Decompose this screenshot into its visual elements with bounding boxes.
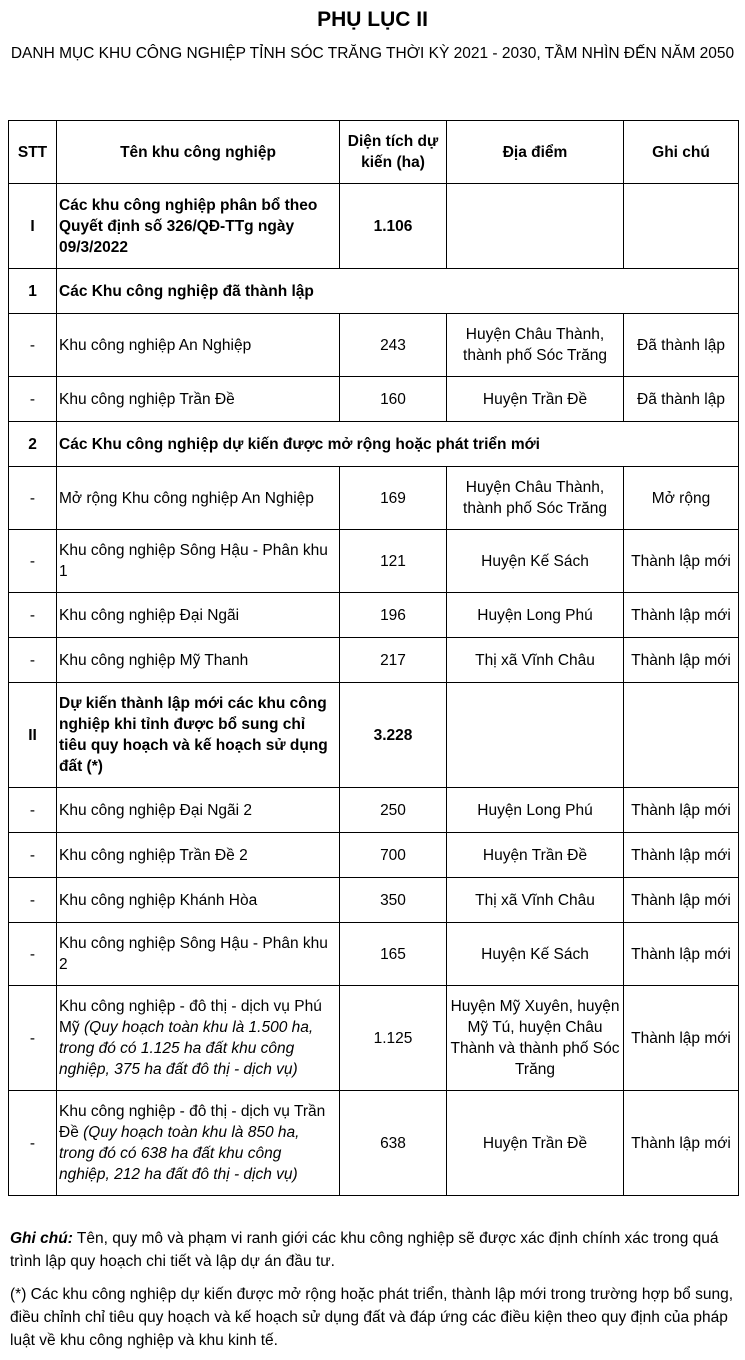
table-row bbox=[9, 923, 739, 986]
note-cell: Thành lập mới bbox=[624, 986, 739, 1091]
name-cell: Khu công nghiệp Trần Đề 2 bbox=[57, 833, 340, 878]
name-cell: Dự kiến thành lập mới các khu công nghiệp khi tỉnh được bổ sung chỉ tiêu quy hoạch và kế hoạch sử dụng đất (*) bbox=[57, 683, 340, 788]
note-cell bbox=[624, 184, 739, 269]
name-cell: Khu công nghiệp An Nghiệp bbox=[57, 314, 340, 377]
name-cell: Khu công nghiệp Sông Hậu - Phân khu 2 bbox=[57, 923, 340, 986]
area-cell: 165 bbox=[340, 923, 447, 986]
stt-cell: - bbox=[9, 833, 57, 878]
table-row bbox=[9, 1091, 739, 1196]
area-cell: 1.106 bbox=[340, 184, 447, 269]
col-header-note: Ghi chú bbox=[624, 121, 739, 184]
stt-cell: - bbox=[9, 593, 57, 638]
location-cell: Huyện Long Phú bbox=[447, 593, 624, 638]
table-row bbox=[9, 833, 739, 878]
area-cell: 169 bbox=[340, 467, 447, 530]
location-cell: Huyện Trần Đề bbox=[447, 833, 624, 878]
area-cell: 243 bbox=[340, 314, 447, 377]
col-header-location: Địa điểm bbox=[447, 121, 624, 184]
table-row bbox=[9, 986, 739, 1091]
note-cell: Thành lập mới bbox=[624, 833, 739, 878]
zone-name-detail: (Quy hoạch toàn khu là 1.500 ha, trong đó có 1.125 ha đất khu công nghiệp, 375 ha đất đô thị - dịch vụ) bbox=[59, 1019, 314, 1078]
location-cell: Huyện Kế Sách bbox=[447, 530, 624, 593]
note-cell bbox=[624, 683, 739, 788]
table-row bbox=[9, 593, 739, 638]
name-cell: Khu công nghiệp Khánh Hòa bbox=[57, 878, 340, 923]
group-row-1 bbox=[9, 269, 739, 314]
name-cell: Khu công nghiệp Sông Hậu - Phân khu 1 bbox=[57, 530, 340, 593]
name-cell: Khu công nghiệp Đại Ngãi bbox=[57, 593, 340, 638]
col-header-stt: STT bbox=[9, 121, 57, 184]
stt-cell: - bbox=[9, 638, 57, 683]
table-row bbox=[9, 530, 739, 593]
location-cell bbox=[447, 184, 624, 269]
name-cell: Mở rộng Khu công nghiệp An Nghiệp bbox=[57, 467, 340, 530]
location-cell: Huyện Trần Đề bbox=[447, 377, 624, 422]
section-row-II bbox=[9, 683, 739, 788]
group-title-cell: Các Khu công nghiệp dự kiến được mở rộng hoặc phát triển mới bbox=[57, 422, 739, 467]
location-cell: Huyện Trần Đề bbox=[447, 1091, 624, 1196]
note-cell: Thành lập mới bbox=[624, 923, 739, 986]
note-cell: Thành lập mới bbox=[624, 530, 739, 593]
note-cell: Đã thành lập bbox=[624, 314, 739, 377]
location-cell: Thị xã Vĩnh Châu bbox=[447, 878, 624, 923]
stt-cell: - bbox=[9, 986, 57, 1091]
table-header-row bbox=[9, 121, 739, 184]
table-row bbox=[9, 638, 739, 683]
area-cell: 1.125 bbox=[340, 986, 447, 1091]
stt-cell: - bbox=[9, 467, 57, 530]
area-cell: 3.228 bbox=[340, 683, 447, 788]
area-cell: 700 bbox=[340, 833, 447, 878]
name-cell: Các khu công nghiệp phân bổ theo Quyết định số 326/QĐ-TTg ngày 09/3/2022 bbox=[57, 184, 340, 269]
location-cell: Huyện Châu Thành, thành phố Sóc Trăng bbox=[447, 467, 624, 530]
footnote-text-1: Tên, quy mô và phạm vi ranh giới các khu công nghiệp sẽ được xác định chính xác trong quá trình lập quy hoạch chi tiết và lập dự án đầu tư. bbox=[10, 1230, 719, 1270]
name-cell bbox=[57, 1091, 340, 1196]
note-cell: Đã thành lập bbox=[624, 377, 739, 422]
area-cell: 638 bbox=[340, 1091, 447, 1196]
stt-cell: - bbox=[9, 788, 57, 833]
location-cell: Huyện Mỹ Xuyên, huyện Mỹ Tú, huyện Châu Thành và thành phố Sóc Trăng bbox=[447, 986, 624, 1091]
stt-cell: - bbox=[9, 377, 57, 422]
page-subtitle: DANH MỤC KHU CÔNG NGHIỆP TỈNH SÓC TRĂNG THỜI KỲ 2021 - 2030, TẦM NHÌN ĐẾN NĂM 2050 bbox=[10, 45, 735, 62]
stt-cell: 2 bbox=[9, 422, 57, 467]
location-cell: Huyện Kế Sách bbox=[447, 923, 624, 986]
table-row bbox=[9, 314, 739, 377]
zone-name-detail: (Quy hoạch toàn khu là 850 ha, trong đó có 638 ha đất khu công nghiệp, 212 ha đất đô thị - dịch vụ) bbox=[59, 1124, 300, 1183]
section-row-I bbox=[9, 184, 739, 269]
note-cell: Mở rộng bbox=[624, 467, 739, 530]
col-header-area: Diện tích dự kiến (ha) bbox=[340, 121, 447, 184]
note-cell: Thành lập mới bbox=[624, 593, 739, 638]
location-cell: Huyện Châu Thành, thành phố Sóc Trăng bbox=[447, 314, 624, 377]
page-title: PHỤ LỤC II bbox=[317, 8, 428, 31]
area-cell: 160 bbox=[340, 377, 447, 422]
footnote-general bbox=[10, 1227, 736, 1273]
zone-name: Khu công nghiệp - đô thị - dịch vụ Trần Đề bbox=[59, 1103, 326, 1141]
stt-cell: - bbox=[9, 530, 57, 593]
area-cell: 350 bbox=[340, 878, 447, 923]
group-row-2 bbox=[9, 422, 739, 467]
note-cell: Thành lập mới bbox=[624, 638, 739, 683]
area-cell: 121 bbox=[340, 530, 447, 593]
location-cell bbox=[447, 683, 624, 788]
location-cell: Huyện Long Phú bbox=[447, 788, 624, 833]
name-cell: Khu công nghiệp Mỹ Thanh bbox=[57, 638, 340, 683]
table-row bbox=[9, 467, 739, 530]
name-cell: Khu công nghiệp Trần Đề bbox=[57, 377, 340, 422]
name-cell: Khu công nghiệp Đại Ngãi 2 bbox=[57, 788, 340, 833]
note-cell: Thành lập mới bbox=[624, 1091, 739, 1196]
stt-cell: II bbox=[9, 683, 57, 788]
stt-cell: I bbox=[9, 184, 57, 269]
area-cell: 196 bbox=[340, 593, 447, 638]
note-cell: Thành lập mới bbox=[624, 878, 739, 923]
col-header-name: Tên khu công nghiệp bbox=[57, 121, 340, 184]
group-title-cell: Các Khu công nghiệp đã thành lập bbox=[57, 269, 739, 314]
stt-cell: - bbox=[9, 314, 57, 377]
footnote-asterisk: (*) Các khu công nghiệp dự kiến được mở rộng hoặc phát triển, thành lập mới trong trường hợp bổ sung, điều chỉnh chỉ tiêu quy hoạch và kế hoạch sử dụng đất và đáp ứng các điều kiện theo quy định của pháp luật về khu công nghiệp và khu kinh tế. bbox=[10, 1286, 734, 1349]
table-row bbox=[9, 878, 739, 923]
table-row bbox=[9, 377, 739, 422]
stt-cell: - bbox=[9, 923, 57, 986]
area-cell: 250 bbox=[340, 788, 447, 833]
stt-cell: - bbox=[9, 1091, 57, 1196]
footnote-label: Ghi chú: bbox=[10, 1230, 73, 1247]
name-cell bbox=[57, 986, 340, 1091]
area-cell: 217 bbox=[340, 638, 447, 683]
industrial-zones-table bbox=[8, 120, 739, 1196]
stt-cell: - bbox=[9, 878, 57, 923]
note-cell: Thành lập mới bbox=[624, 788, 739, 833]
zone-name: Khu công nghiệp - đô thị - dịch vụ Phú Mỹ bbox=[59, 998, 322, 1036]
stt-cell: 1 bbox=[9, 269, 57, 314]
table-row bbox=[9, 788, 739, 833]
location-cell: Thị xã Vĩnh Châu bbox=[447, 638, 624, 683]
